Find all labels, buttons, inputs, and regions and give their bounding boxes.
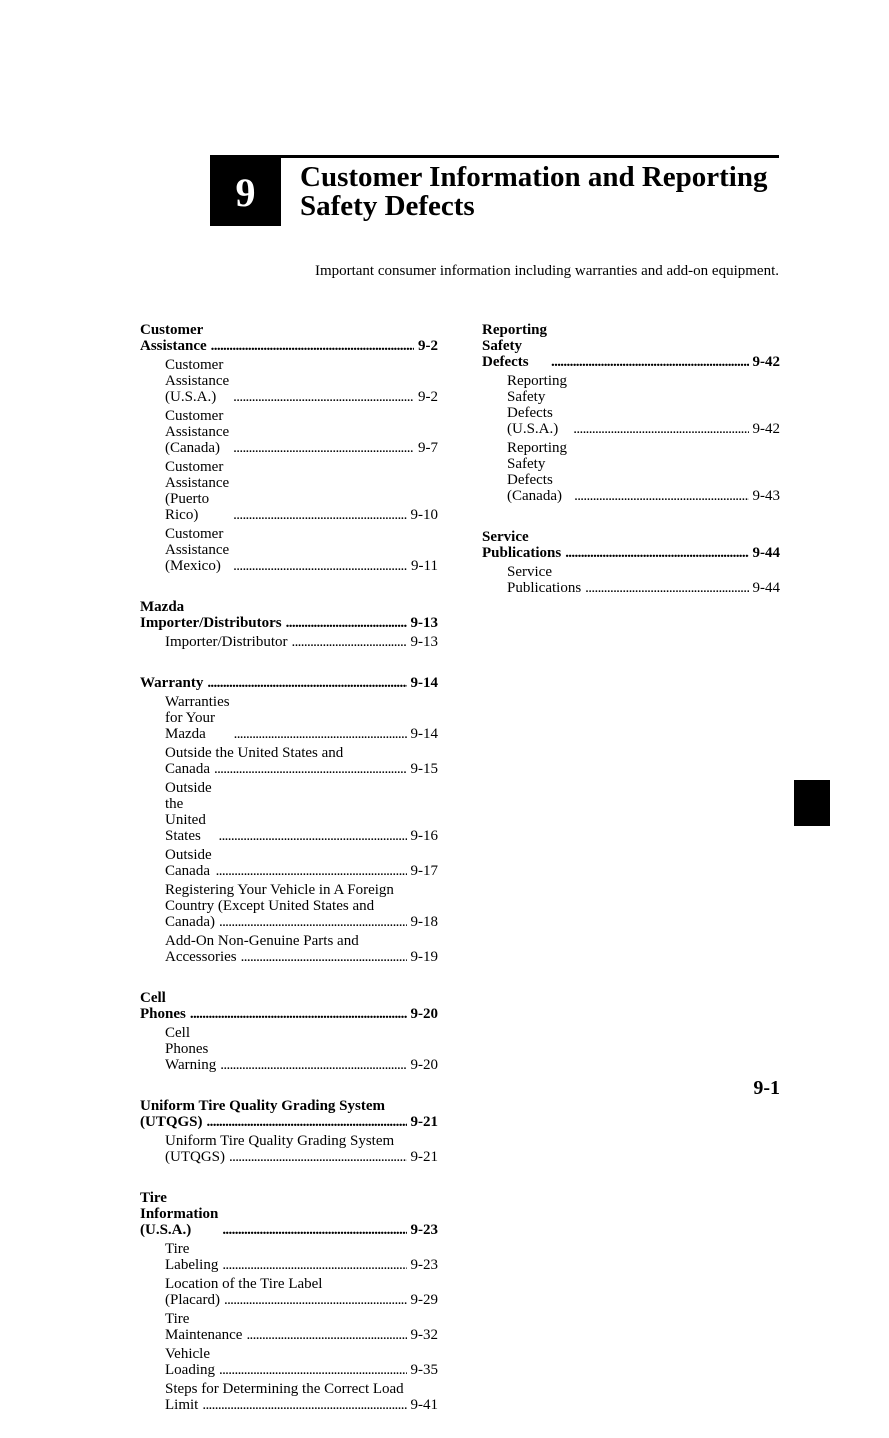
toc-item[interactable] xyxy=(140,1397,438,1413)
toc-item-label: Tire Labeling xyxy=(165,1241,219,1273)
toc-item-label: Reporting Safety Defects (U.S.A.) xyxy=(507,373,571,437)
leader-dots xyxy=(233,389,414,405)
toc-item[interactable] xyxy=(140,408,438,456)
toc-section xyxy=(140,990,438,1073)
toc-item[interactable] xyxy=(140,634,438,650)
section-tab-marker xyxy=(794,780,830,826)
toc-item-page: 9-43 xyxy=(752,488,780,504)
leader-dots xyxy=(551,354,749,370)
toc-item[interactable] xyxy=(140,694,438,742)
toc-item-page: 9-13 xyxy=(410,634,438,650)
toc-item-label: Limit xyxy=(165,1397,199,1413)
chapter-title-line1: Customer Information and Reporting xyxy=(300,161,768,193)
toc-section-title-label: Warranty xyxy=(140,675,204,691)
toc-item-label: Service Publications xyxy=(507,564,582,596)
toc-section xyxy=(140,675,438,965)
toc-item[interactable] xyxy=(140,1025,438,1073)
toc-item-page: 9-18 xyxy=(410,914,438,930)
toc-item[interactable] xyxy=(140,780,438,844)
leader-dots xyxy=(222,1222,406,1238)
toc-item-label: Warranties for Your Mazda xyxy=(165,694,234,742)
toc-section-title[interactable] xyxy=(482,322,780,370)
toc-item-label-line: Uniform Tire Quality Grading System xyxy=(165,1133,395,1149)
toc-item[interactable] xyxy=(140,949,438,965)
toc-section-title-label: (UTQGS) xyxy=(140,1114,203,1130)
leader-dots xyxy=(219,1362,407,1378)
toc-item-label: Accessories xyxy=(165,949,237,965)
toc-item-page: 9-35 xyxy=(410,1362,438,1378)
toc-section-title-page: 9-21 xyxy=(410,1114,438,1130)
leader-dots xyxy=(220,1057,406,1073)
toc-item-page: 9-10 xyxy=(410,507,438,523)
toc-section-title-page: 9-44 xyxy=(752,545,780,561)
toc-item-page: 9-11 xyxy=(411,558,438,574)
toc-item-label: (UTQGS) xyxy=(165,1149,225,1165)
page-number: 9-1 xyxy=(753,1077,780,1099)
toc-item-label: Vehicle Loading xyxy=(165,1346,215,1378)
toc-item-label: Reporting Safety Defects (Canada) xyxy=(507,440,571,504)
toc-item-page: 9-32 xyxy=(410,1327,438,1343)
leader-dots xyxy=(286,615,407,631)
toc-item-page: 9-16 xyxy=(410,828,438,844)
toc-item-page: 9-42 xyxy=(752,421,780,437)
chapter-number-badge xyxy=(210,158,281,226)
toc-item[interactable] xyxy=(140,459,438,523)
toc-item[interactable] xyxy=(140,761,438,777)
toc-section-title[interactable] xyxy=(140,675,438,691)
leader-dots xyxy=(291,634,406,650)
toc-item-page: 9-17 xyxy=(410,863,438,879)
toc-left-column xyxy=(140,322,438,1438)
toc-item-page: 9-14 xyxy=(410,726,438,742)
leader-dots xyxy=(233,558,407,574)
toc-section-title[interactable] xyxy=(140,1114,438,1130)
leader-dots xyxy=(219,914,407,930)
toc-section-title-page: 9-14 xyxy=(410,675,438,691)
toc-item-label-line: Steps for Determining the Correct Load xyxy=(165,1381,404,1397)
toc-item[interactable] xyxy=(140,526,438,574)
leader-dots xyxy=(229,1149,407,1165)
chapter-title xyxy=(300,163,780,221)
toc-item-label: Outside the United States xyxy=(165,780,216,844)
toc-item-label: Customer Assistance (Puerto Rico) xyxy=(165,459,233,523)
toc-item-page: 9-2 xyxy=(418,389,438,405)
toc-section xyxy=(140,322,438,574)
toc-item[interactable] xyxy=(140,1241,438,1273)
toc-item-label-line: Location of the Tire Label xyxy=(165,1276,323,1292)
toc-section xyxy=(482,322,780,504)
toc-item-label-line: Outside the United States and xyxy=(165,745,344,761)
toc-item-label: Outside Canada xyxy=(165,847,216,879)
toc-item[interactable] xyxy=(482,564,780,596)
leader-dots xyxy=(211,338,414,354)
toc-item[interactable] xyxy=(482,373,780,437)
leader-dots xyxy=(233,507,406,523)
toc-section-title-label: Service Publications xyxy=(482,529,562,561)
leader-dots xyxy=(202,1397,406,1413)
toc-item-page: 9-20 xyxy=(410,1057,438,1073)
toc-item[interactable] xyxy=(140,1292,438,1308)
toc-item-page: 9-29 xyxy=(410,1292,438,1308)
leader-dots xyxy=(222,1257,406,1273)
toc-item-label-line: Registering Your Vehicle in A Foreign xyxy=(165,882,394,898)
chapter-title-line2: Safety Defects xyxy=(300,190,475,222)
toc-item-label: Customer Assistance (Canada) xyxy=(165,408,233,456)
toc-item-page: 9-44 xyxy=(752,580,780,596)
leader-dots xyxy=(207,1114,407,1130)
toc-item[interactable] xyxy=(140,357,438,405)
leader-dots xyxy=(224,1292,407,1308)
toc-item[interactable] xyxy=(140,1311,438,1343)
chapter-subtitle: Important consumer information including warranties and add-on equipment. xyxy=(314,263,779,279)
toc-item-page: 9-7 xyxy=(418,440,438,456)
toc-item-page: 9-23 xyxy=(410,1257,438,1273)
toc-section-title-label: Cell Phones xyxy=(140,990,186,1022)
toc-section-title-page: 9-42 xyxy=(752,354,780,370)
toc-item-label-line: Add-On Non-Genuine Parts and xyxy=(165,933,359,949)
toc-item-page: 9-21 xyxy=(410,1149,438,1165)
leader-dots xyxy=(190,1006,407,1022)
toc-item[interactable] xyxy=(140,847,438,879)
toc-section xyxy=(140,599,438,650)
toc-section-title-label-line: Uniform Tire Quality Grading System xyxy=(140,1098,386,1114)
toc-section-title-label: Reporting Safety Defects xyxy=(482,322,551,370)
toc-section xyxy=(140,1098,438,1165)
toc-item-page: 9-41 xyxy=(410,1397,438,1413)
toc-item-page: 9-15 xyxy=(410,761,438,777)
toc-item-page: 9-19 xyxy=(410,949,438,965)
toc-item[interactable] xyxy=(140,1346,438,1378)
toc-section-title-page: 9-20 xyxy=(410,1006,438,1022)
leader-dots xyxy=(246,1327,406,1343)
header-rule xyxy=(210,155,779,158)
toc-item[interactable] xyxy=(140,1149,438,1165)
toc-section-title[interactable] xyxy=(140,599,438,631)
leader-dots xyxy=(234,726,407,742)
toc-section-title-page: 9-23 xyxy=(410,1222,438,1238)
toc-section-title-page: 9-2 xyxy=(418,338,438,354)
toc-item-label: Cell Phones Warning xyxy=(165,1025,217,1073)
toc-section-title[interactable] xyxy=(140,1190,438,1238)
toc-section-title-page: 9-13 xyxy=(410,615,438,631)
toc-item-label-line: Country (Except United States and xyxy=(165,898,375,914)
toc-section-title[interactable] xyxy=(140,990,438,1022)
toc-section xyxy=(482,529,780,596)
leader-dots xyxy=(585,580,748,596)
leader-dots xyxy=(207,675,406,691)
toc-right-column xyxy=(482,322,780,621)
toc-item-label: Canada xyxy=(165,761,210,777)
toc-item-label: (Placard) xyxy=(165,1292,220,1308)
toc-section-title[interactable] xyxy=(482,529,780,561)
toc-section xyxy=(140,1190,438,1413)
toc-section-title[interactable] xyxy=(140,322,438,354)
leader-dots xyxy=(214,761,407,777)
toc-section-title-label: Tire Information (U.S.A.) xyxy=(140,1190,223,1238)
leader-dots xyxy=(574,488,748,504)
leader-dots xyxy=(565,545,748,561)
toc-item[interactable] xyxy=(140,914,438,930)
toc-item-label: Tire Maintenance xyxy=(165,1311,243,1343)
toc-item-label: Customer Assistance (U.S.A.) xyxy=(165,357,233,405)
leader-dots xyxy=(233,440,414,456)
leader-dots xyxy=(241,949,407,965)
toc-section-title-label: Mazda Importer/Distributors xyxy=(140,599,282,631)
toc-item-label: Customer Assistance (Mexico) xyxy=(165,526,233,574)
leader-dots xyxy=(573,421,748,437)
leader-dots xyxy=(216,863,407,879)
chapter-number: 9 xyxy=(235,169,256,215)
toc-section-title-label: Customer Assistance xyxy=(140,322,207,354)
toc-item-label: Importer/Distributor xyxy=(165,634,288,650)
toc-item-label: Canada) xyxy=(165,914,215,930)
leader-dots xyxy=(218,828,406,844)
toc-item[interactable] xyxy=(482,440,780,504)
